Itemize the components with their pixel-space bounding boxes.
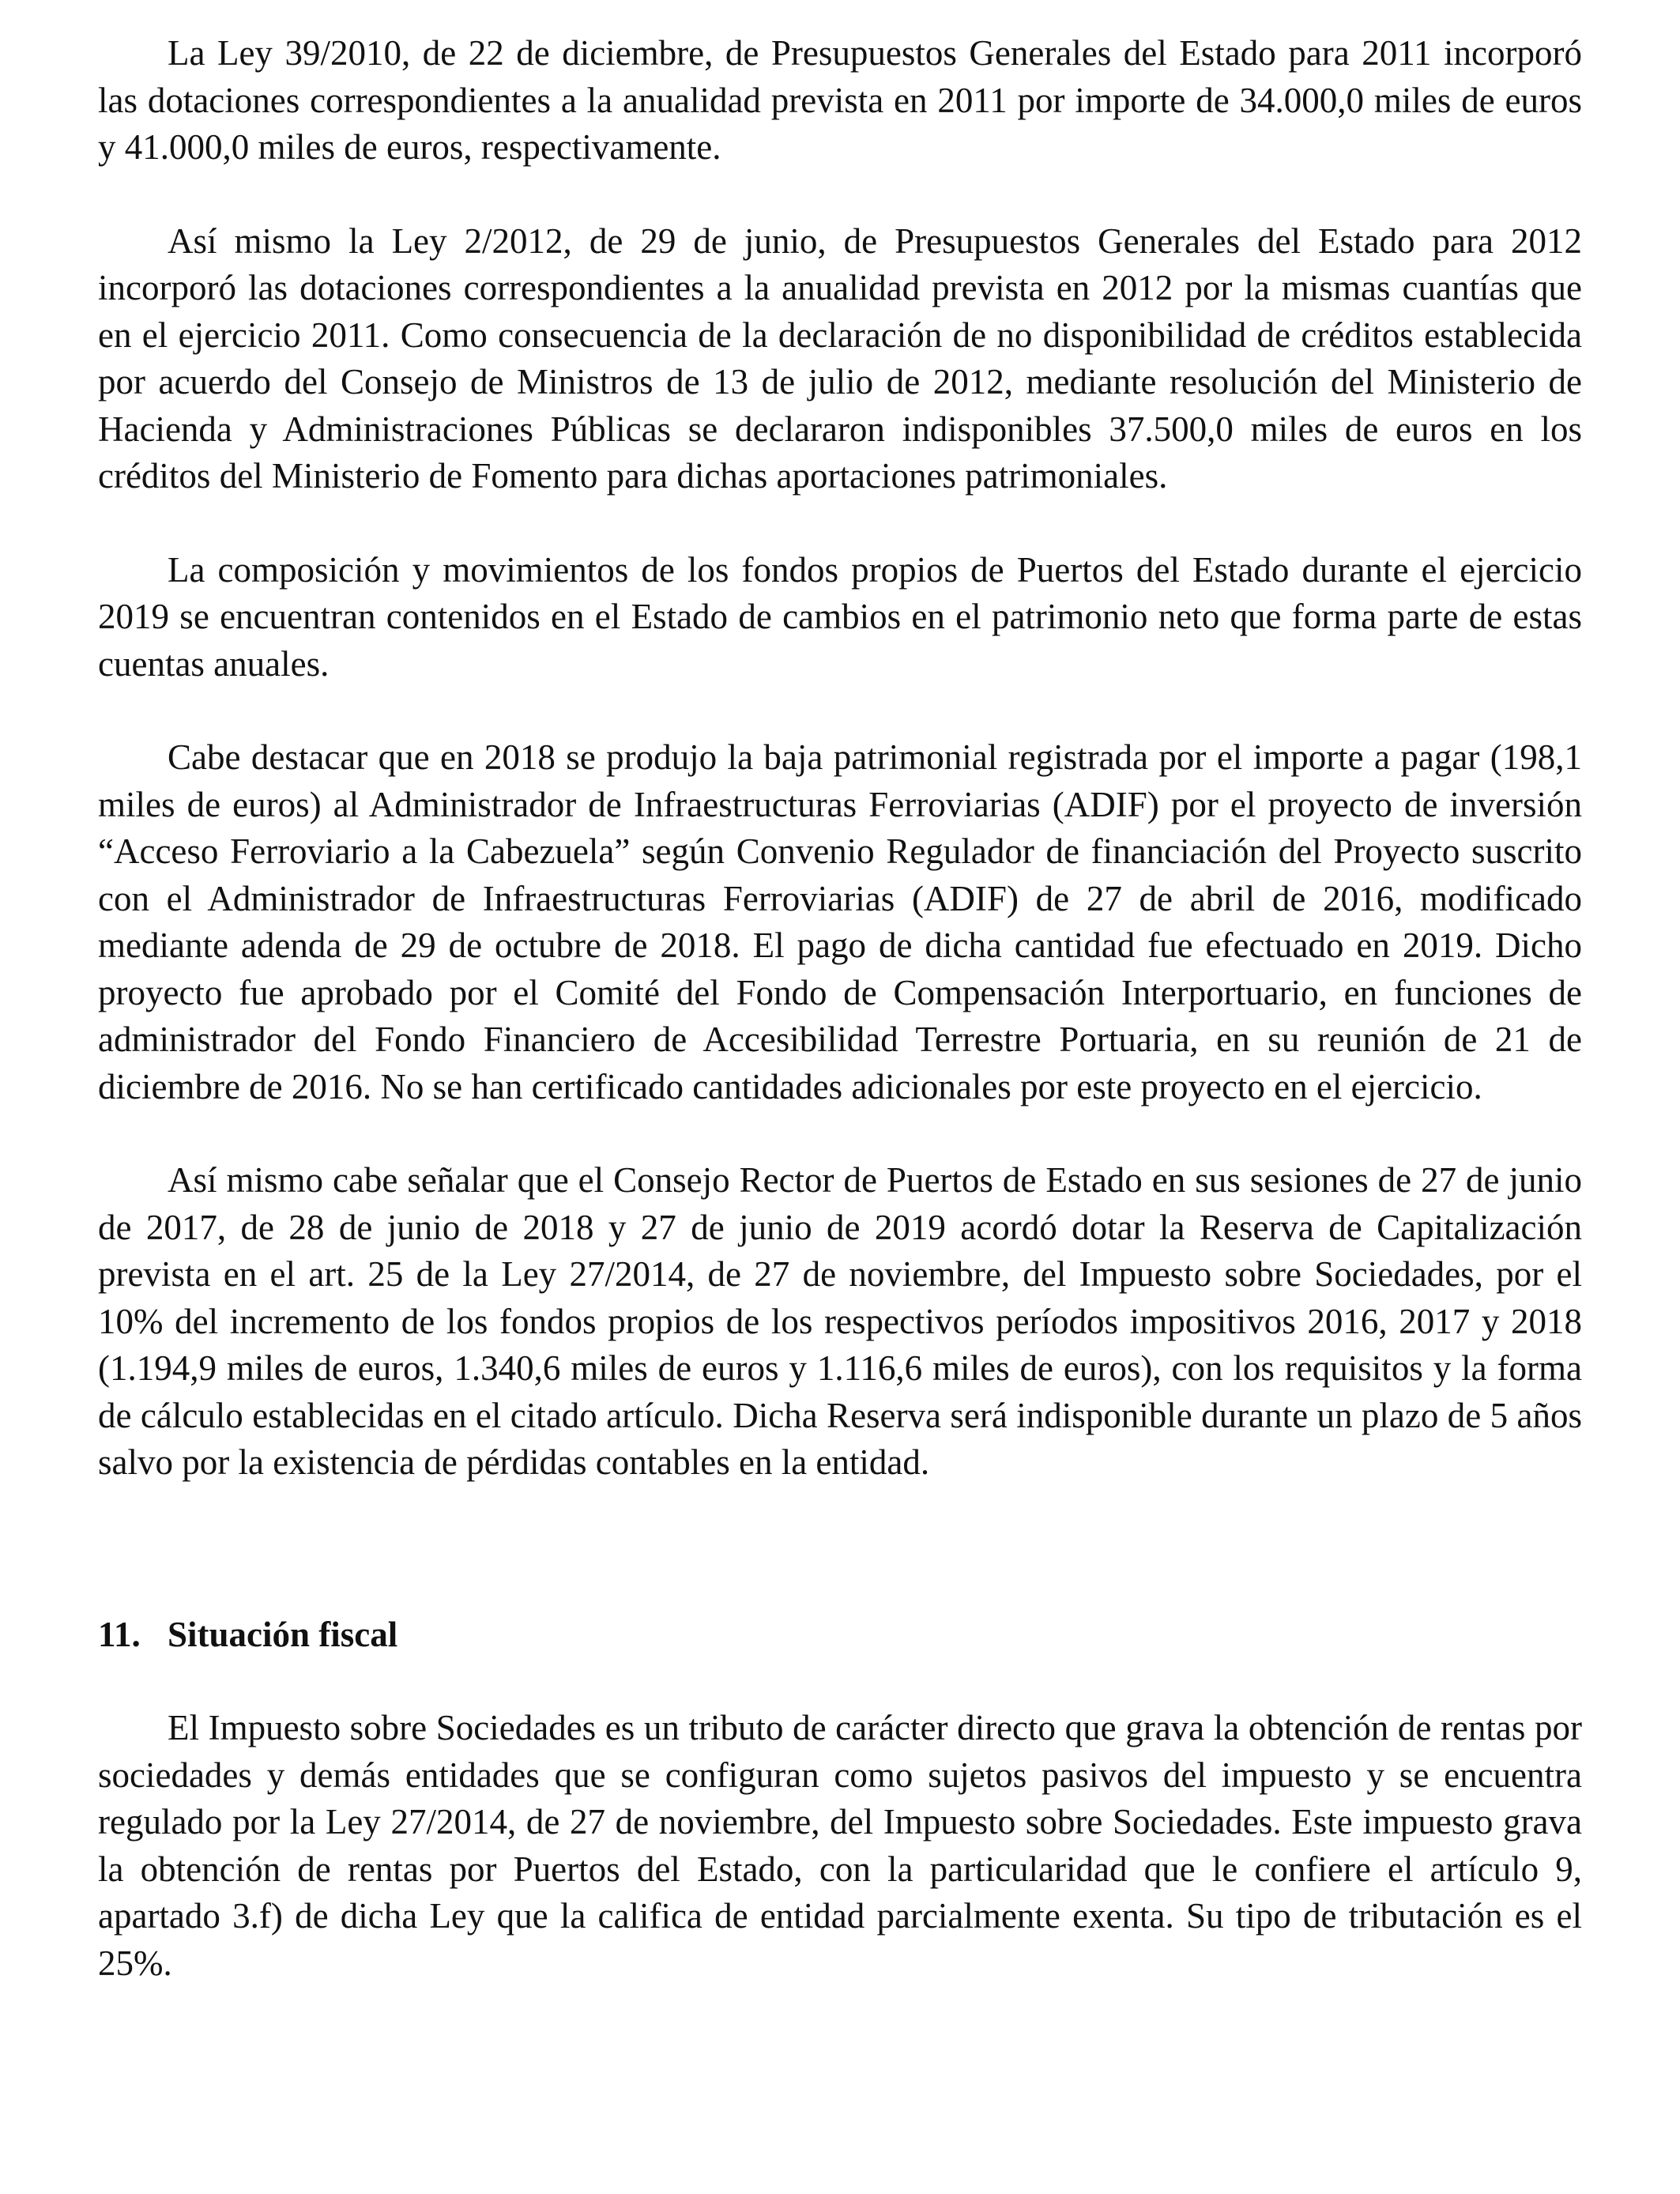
paragraph-spacer: [98, 688, 1582, 734]
section-number: 11.: [98, 1614, 141, 1654]
paragraph-baja-patrimonial: Cabe destacar que en 2018 se produjo la baja patrimonial registrada por el importe a pagar (198,1 miles de euros) al Administrador de Infraestructuras Ferroviarias (ADIF) por el proyecto de inversión “Acceso Ferroviario a la Cabezuela” según Convenio Regulador de financiación del Proyecto suscrito con el Administrador de Infraestructuras Ferroviarias (ADIF) de 27 de abril de 2016, modificado mediante adenda de 29 de octubre de 2018. El pago de dicha cantidad fue efectuado en 2019. Dicho proyecto fue aprobado por el Comité del Fondo de Compensación Interportuario, en funciones de administrador del Fondo Financiero de Accesibilidad Terrestre Portuaria, en su reunión de 21 de diciembre de 2016. No se han certificado cantidades adicionales por este proyecto en el ejercicio.: [98, 737, 1582, 1106]
paragraph-spacer: [98, 500, 1582, 547]
paragraph-spacer: [98, 172, 1582, 218]
paragraph-spacer: [98, 1110, 1582, 1157]
section-spacer: [98, 1487, 1582, 1612]
document-page: [98, 30, 1582, 1987]
paragraph-spacer: [98, 1658, 1582, 1705]
section-title: Situación fiscal: [168, 1614, 398, 1654]
paragraph-ley-2-2012: Así mismo la Ley 2/2012, de 29 de junio, de Presupuestos Generales del Estado para 2012 incorporó las dotaciones correspondientes a la anualidad prevista en 2012 por la mismas cuantías que en el ejercicio 2011. Como consecuencia de la declaración de no disponibilidad de créditos establecida por acuerdo del Consejo de Ministros de 13 de julio de 2012, mediante resolución del Ministerio de Hacienda y Administraciones Públicas se declararon indisponibles 37.500,0 miles de euros en los créditos del Ministerio de Fomento para dichas aportaciones patrimoniales.: [98, 221, 1582, 496]
paragraph-reserva-capitalizacion: Así mismo cabe señalar que el Consejo Rector de Puertos de Estado en sus sesiones de 27 de junio de 2017, de 28 de junio de 2018 y 27 de junio de 2019 acordó dotar la Reserva de Capitalización prevista en el art. 25 de la Ley 27/2014, de 27 de noviembre, del Impuesto sobre Sociedades, por el 10% del incremento de los fondos propios de los respectivos períodos impositivos 2016, 2017 y 2018 (1.194,9 miles de euros, 1.340,6 miles de euros y 1.116,6 miles de euros), con los requisitos y la forma de cálculo establecidas en el citado artículo. Dicha Reserva será indisponible durante un plazo de 5 años salvo por la existencia de pérdidas contables en la entidad.: [98, 1160, 1582, 1482]
section-heading: [98, 1612, 1582, 1659]
paragraph-impuesto-sociedades: El Impuesto sobre Sociedades es un tributo de carácter directo que grava la obtención de rentas por sociedades y demás entidades que se configuran como sujetos pasivos del impuesto y se encuentra regulado por la Ley 27/2014, de 27 de noviembre, del Impuesto sobre Sociedades. Este impuesto grava la obtención de rentas por Puertos del Estado, con la particularidad que le confiere el artículo 9, apartado 3.f) de dicha Ley que la califica de entidad parcialmente exenta. Su tipo de tributación es el 25%.: [98, 1708, 1582, 1983]
paragraph-ley-39-2010: La Ley 39/2010, de 22 de diciembre, de Presupuestos Generales del Estado para 2011 incorporó las dotaciones correspondientes a la anualidad prevista en 2011 por importe de 34.000,0 miles de euros y 41.000,0 miles de euros, respectivamente.: [98, 33, 1582, 167]
paragraph-fondos-propios: La composición y movimientos de los fondos propios de Puertos del Estado durante el ejercicio 2019 se encuentran contenidos en el Estado de cambios en el patrimonio neto que forma parte de estas cuentas anuales.: [98, 549, 1582, 684]
